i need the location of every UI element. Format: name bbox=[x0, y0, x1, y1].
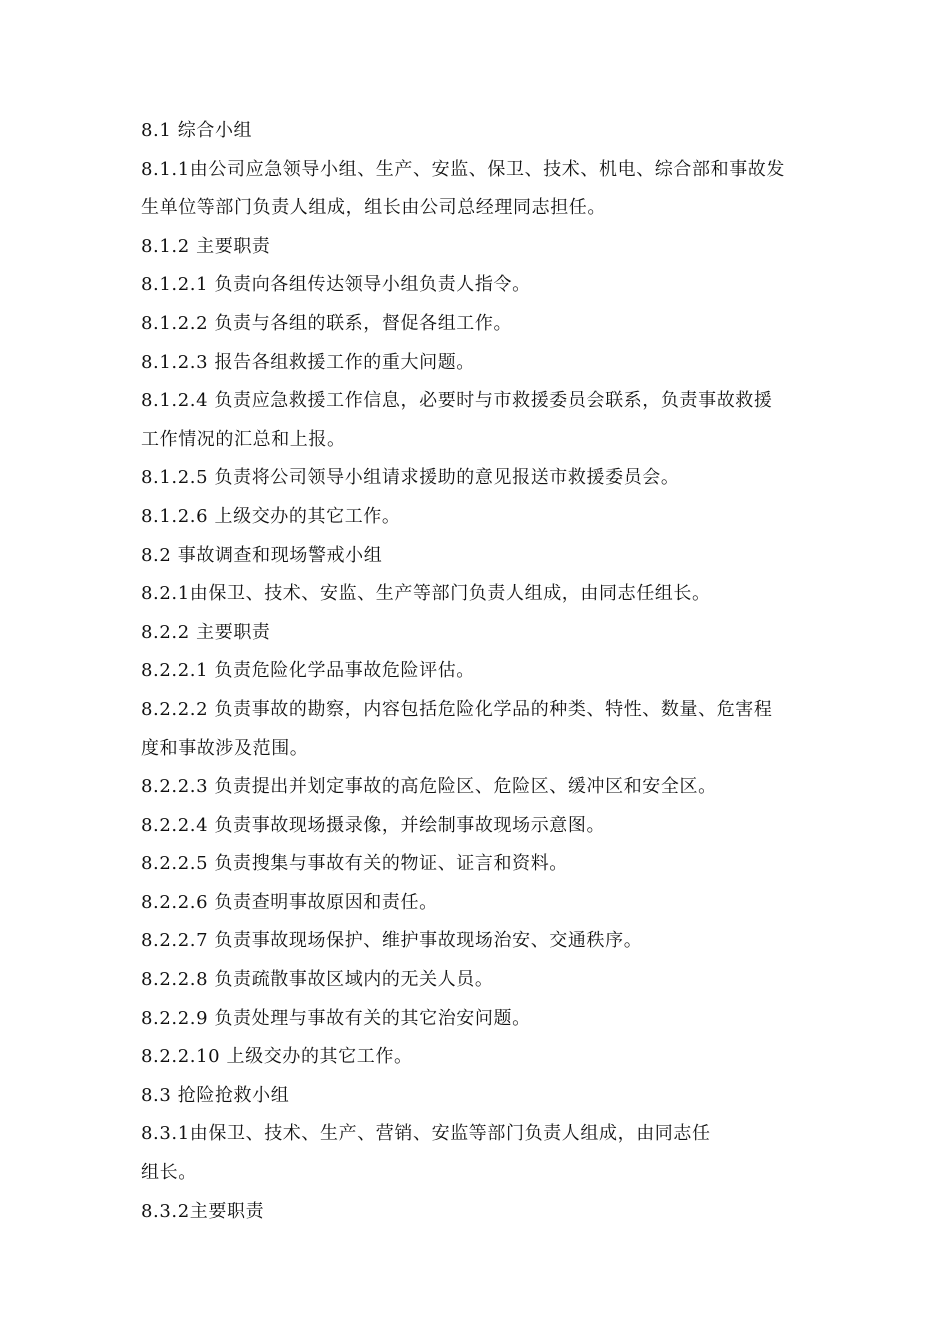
item-8-2-2-8: 8.2.2.8 负责疏散事故区域内的无关人员。 bbox=[141, 969, 494, 991]
item-8-2-2-6: 8.2.2.6 负责查明事故原因和责任。 bbox=[141, 891, 438, 913]
item-8-1-2-5: 8.1.2.5 负责将公司领导小组请求援助的意见报送市救援委员会。 bbox=[141, 467, 680, 489]
document-body bbox=[141, 112, 821, 1231]
section-heading-8-3: 8.3 抢险抢救小组 bbox=[141, 1084, 290, 1106]
item-8-2-2-4: 8.2.2.4 负责事故现场摄录像，并绘制事故现场示意图。 bbox=[141, 814, 606, 836]
item-8-2-2-3: 8.2.2.3 负责提出并划定事故的高危险区、危险区、缓冲区和安全区。 bbox=[141, 776, 717, 798]
paragraph-8-3-1-line-2: 组长。 bbox=[141, 1162, 197, 1184]
subheading-8-3-2: 8.3.2主要职责 bbox=[141, 1200, 265, 1222]
subheading-8-2-2: 8.2.2 主要职责 bbox=[141, 621, 271, 643]
item-8-2-2-7: 8.2.2.7 负责事故现场保护、维护事故现场治安、交通秩序。 bbox=[141, 930, 643, 952]
item-8-1-2-4-line-1: 8.1.2.4 负责应急救援工作信息，必要时与市救援委员会联系，负责事故救援 bbox=[141, 390, 773, 412]
paragraph-8-2-1: 8.2.1由保卫、技术、安监、生产等部门负责人组成，由同志任组长。 bbox=[141, 583, 711, 605]
item-8-1-2-3: 8.1.2.3 报告各组救援工作的重大问题。 bbox=[141, 351, 475, 373]
item-8-1-2-4-line-2: 工作情况的汇总和上报。 bbox=[141, 428, 346, 450]
item-8-2-2-10: 8.2.2.10 上级交办的其它工作。 bbox=[141, 1046, 413, 1068]
paragraph-8-1-1-line-1: 8.1.1由公司应急领导小组、生产、安监、保卫、技术、机电、综合部和事故发 bbox=[141, 158, 785, 180]
item-8-1-2-6: 8.1.2.6 上级交办的其它工作。 bbox=[141, 505, 401, 527]
section-heading-8-1: 8.1 综合小组 bbox=[141, 120, 253, 141]
item-8-2-2-5: 8.2.2.5 负责搜集与事故有关的物证、证言和资料。 bbox=[141, 853, 568, 875]
item-8-2-2-2-line-2: 度和事故涉及范围。 bbox=[141, 737, 309, 759]
paragraph-8-3-1-line-1: 8.3.1由保卫、技术、生产、营销、安监等部门负责人组成，由同志任 bbox=[141, 1123, 711, 1145]
paragraph-8-1-1-line-2: 生单位等部门负责人组成，组长由公司总经理同志担任。 bbox=[141, 197, 606, 219]
section-heading-8-2: 8.2 事故调查和现场警戒小组 bbox=[141, 544, 383, 566]
item-8-1-2-1: 8.1.2.1 负责向各组传达领导小组负责人指令。 bbox=[141, 274, 531, 296]
subheading-8-1-2: 8.1.2 主要职责 bbox=[141, 235, 271, 257]
item-8-2-2-9: 8.2.2.9 负责处理与事故有关的其它治安问题。 bbox=[141, 1007, 531, 1029]
item-8-2-2-2-line-1: 8.2.2.2 负责事故的勘察，内容包括危险化学品的种类、特性、数量、危害程 bbox=[141, 698, 773, 720]
item-8-2-2-1: 8.2.2.1 负责危险化学品事故危险评估。 bbox=[141, 660, 475, 682]
item-8-1-2-2: 8.1.2.2 负责与各组的联系，督促各组工作。 bbox=[141, 312, 513, 334]
